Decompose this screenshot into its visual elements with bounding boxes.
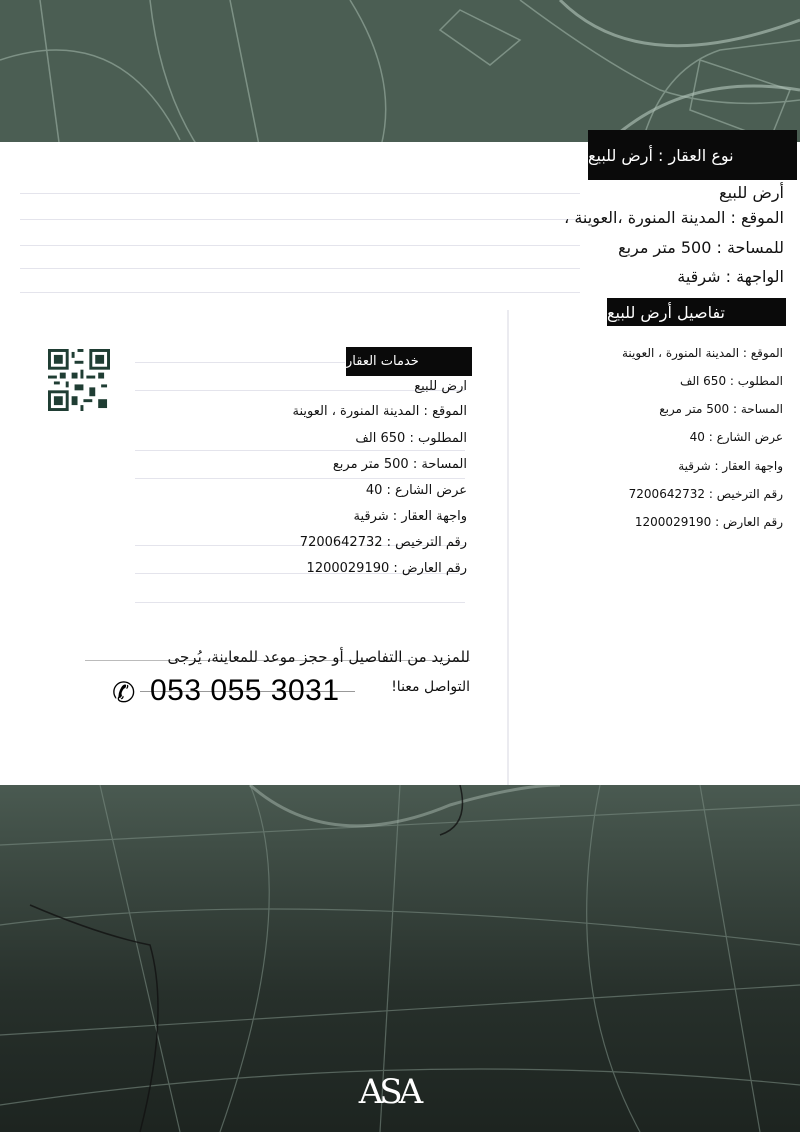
service-item: رقم العارض : 1200029190 [306,561,467,576]
contact-text-line2: التواصل معنا! [391,679,470,695]
summary-item: الواجهة : شرقية [677,267,784,286]
summary-item: الموقع : المدينة المنورة ،العوينة ، [564,208,784,227]
contact-text-line1: للمزيد من التفاصيل أو حجز موعد للمعاينة، يُرجى [167,648,470,666]
summary-item: للمساحة : 500 متر مربع [618,238,784,257]
service-item: رقم الترخيص : 7200642732 [299,535,467,550]
service-item: الموقع : المدينة المنورة ، العوينة [292,404,467,419]
detail-item: الموقع : المدينة المنورة ، العوينة [621,346,783,360]
divider [135,362,345,363]
phone-number[interactable]: 053 055 3031 [150,674,340,707]
details-title: تفاصيل أرض للبيع [607,298,786,326]
detail-item: المساحة : 500 متر مربع [659,402,783,416]
service-item: عرض الشارع : 40 [365,483,467,498]
summary-item: أرض للبيع [719,183,784,202]
asa-logo: ASA [358,1072,420,1112]
detail-item: رقم الترخيص : 7200642732 [628,487,783,501]
service-item: ارض للبيع [414,379,467,394]
phone-icon: ✆ [112,676,136,709]
divider [20,268,580,269]
detail-item: رقم العارض : 1200029190 [634,515,783,529]
divider [20,245,580,246]
column-divider [507,310,509,785]
divider [20,219,580,220]
property-type-header: نوع العقار : أرض للبيع [588,130,797,180]
divider [20,193,580,194]
divider [135,450,465,451]
qr-code[interactable] [48,348,110,412]
map-header-background [0,0,800,150]
divider [135,478,465,479]
divider [20,292,580,293]
qr-code-image [48,348,110,412]
service-item: المساحة : 500 متر مربع [332,457,467,472]
service-item: واجهة العقار : شرقية [353,509,467,524]
detail-item: واجهة العقار : شرقية [678,459,783,473]
service-item: المطلوب : 650 الف [355,431,467,446]
divider [135,602,465,603]
detail-item: المطلوب : 650 الف [679,374,783,388]
map-lines [0,0,800,150]
detail-item: عرض الشارع : 40 [689,430,783,444]
services-title: خدمات العقار [346,347,472,376]
